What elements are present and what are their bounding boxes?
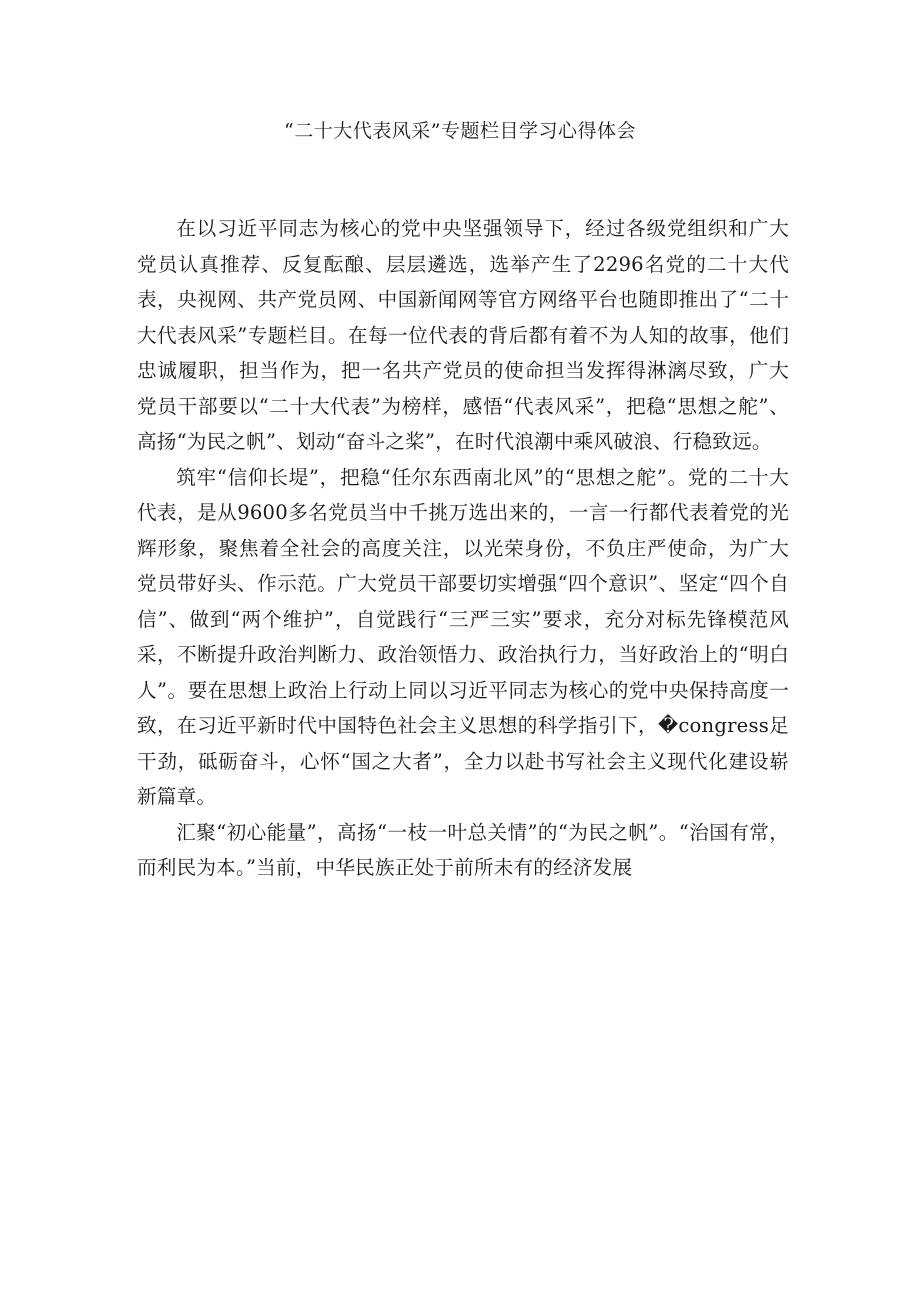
document-title: “二十大代表风采”专题栏目学习心得体会 [284,120,636,142]
paragraph-3: 汇聚“初心能量”，高扬“一枝一叶总关情”的“为民之帆”。“治国有常，而利民为本。”当前，中华民族正处于前所未有的经济发展 [137,820,789,879]
paragraph-2: 筑牢“信仰长堤”，把稳“任尔东西南北风”的“思想之舵”。党的二十大代表，是从9600多名党员当中千挑万选出来的，一言一行都代表着党的光辉形象，聚焦着全社会的高度关注，以光荣身份，不负庄严使命，为广大党员带好头、作示范。广大党员干部要切实增强“四个意识”、坚定“四个自信”、做到“两个维护”，自觉践行“三严三实”要求，充分对标先锋模范风采，不断提升政治判断力、政治领悟力、政治执行力，当好政治上的“明白人”。要在思想上政治上行动上同以习近平同志为核心的党中央保持高度一致，在习近平新时代中国特色社会主义思想的科学指引下，�congress足干劲，砥砺奋斗，心怀“国之大者”，全力以赴书写社会主义现代化建设崭新篇章。 [137,465,789,808]
paragraph-1: 在以习近平同志为核心的党中央坚强领导下，经过各级党组织和广大党员认真推荐、反复酝酿、层层遴选，选举产生了2296名党的二十大代表，央视网、共产党员网、中国新闻网等官方网络平台也随即推出了“二十大代表风采”专题栏目。在每一位代表的背后都有着不为人知的故事，他们忠诚履职，担当作为，把一名共产党员的使命担当发挥得淋漓尽致，广大党员干部要以“二十大代表”为榜样，感悟“代表风采”，把稳“思想之舵”、高扬“为民之帆”、划动“奋斗之桨”，在时代浪潮中乘风破浪、行稳致远。 [137,217,789,453]
document-body [137,211,789,886]
